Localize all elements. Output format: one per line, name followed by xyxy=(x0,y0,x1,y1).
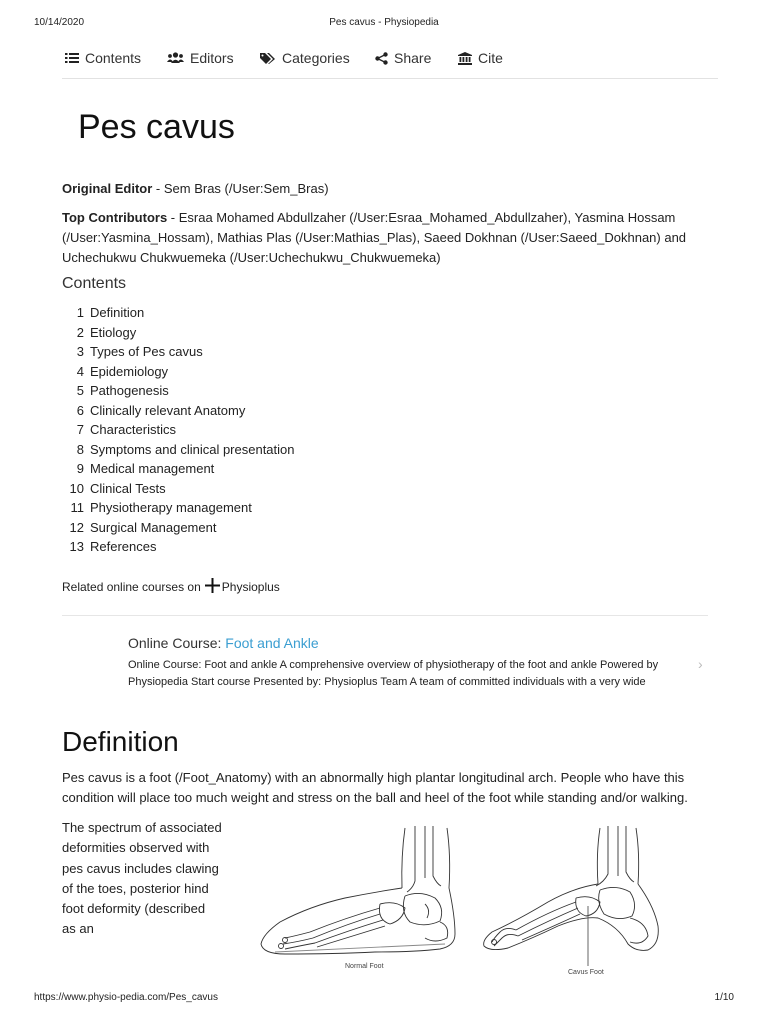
toc-item[interactable] xyxy=(62,440,295,460)
plus-icon xyxy=(205,578,220,596)
share-button[interactable] xyxy=(375,50,431,66)
toc-number: 2 xyxy=(76,324,84,340)
tags-icon xyxy=(260,52,276,65)
toc-item[interactable] xyxy=(62,498,295,518)
print-date: 10/14/2020 xyxy=(34,17,85,28)
toc-number: 11 xyxy=(70,500,84,515)
toc-label: Clinical Tests xyxy=(90,480,166,496)
definition-side-text: The spectrum of associated deformities observed with pes cavus includes clawing of the toes, posterior hind foot deformity (described as an xyxy=(62,820,222,937)
print-title: Pes cavus - Physiopedia xyxy=(329,17,439,28)
editors-label: Editors xyxy=(190,50,234,66)
categories-button[interactable] xyxy=(260,50,350,66)
toc-number: 9 xyxy=(76,461,84,476)
normal-foot-illustration xyxy=(255,826,470,976)
toc-number: 8 xyxy=(76,441,84,457)
editors-button[interactable] xyxy=(167,50,234,66)
table-of-contents xyxy=(62,303,295,557)
course-title-prefix: Online Course: xyxy=(128,635,226,651)
toc-item[interactable] xyxy=(62,420,295,440)
toc-number: 13 xyxy=(69,539,84,554)
cite-label: Cite xyxy=(478,50,503,66)
toc-item[interactable] xyxy=(62,342,295,362)
page-toolbar xyxy=(62,47,718,79)
normal-foot-caption: Normal Foot xyxy=(345,963,384,970)
course-card[interactable] xyxy=(128,635,688,691)
toc-label: Medical management xyxy=(90,461,215,476)
print-url: https://www.physio-pedia.com/Pes_cavus xyxy=(34,992,218,1003)
toc-label: Symptoms and clinical presentation xyxy=(90,441,295,457)
chevron-right-icon[interactable]: › xyxy=(698,656,703,672)
top-contributors xyxy=(62,208,712,268)
page-title: Pes cavus xyxy=(78,108,235,146)
physioplus-link[interactable]: Physioplus xyxy=(221,580,280,594)
original-editor-label: Original Editor xyxy=(62,181,153,196)
toc-label: Definition xyxy=(90,305,145,320)
toc-number: 12 xyxy=(69,519,84,535)
list-icon xyxy=(65,52,79,64)
toc-item[interactable] xyxy=(62,479,295,499)
toc-number: 5 xyxy=(76,383,84,398)
contents-label: Contents xyxy=(85,50,142,66)
related-prefix: Related online courses on xyxy=(62,580,201,594)
related-courses xyxy=(62,578,280,596)
definition-paragraph: Pes cavus is a foot (/Foot_Anatomy) with an abnormally high plantar longitudinal arch. People who have this condition will place too much weight and stress on the ball and heel of the foot while standing and/or walking. xyxy=(62,770,688,805)
divider xyxy=(62,615,708,616)
toc-number: 6 xyxy=(76,402,84,418)
toc-item[interactable] xyxy=(62,323,295,343)
toc-item[interactable] xyxy=(62,362,295,382)
toc-number: 7 xyxy=(76,422,84,437)
toc-number: 10 xyxy=(69,480,84,496)
contents-button[interactable] xyxy=(65,50,141,66)
toc-label: Characteristics xyxy=(90,422,176,437)
toc-label: Pathogenesis xyxy=(90,383,169,398)
toc-item[interactable] xyxy=(62,401,295,421)
section-heading-definition: Definition xyxy=(62,726,179,757)
toc-label: Surgical Management xyxy=(90,519,217,535)
toc-label: Physiotherapy management xyxy=(90,500,252,515)
toc-item[interactable] xyxy=(62,459,295,479)
toc-item[interactable] xyxy=(62,518,295,538)
share-label: Share xyxy=(394,50,432,66)
users-icon xyxy=(167,52,184,64)
toc-number: 1 xyxy=(76,305,84,320)
toc-item[interactable] xyxy=(62,381,295,401)
print-page-number: 1/10 xyxy=(714,992,734,1003)
course-title xyxy=(128,635,688,651)
cite-button[interactable] xyxy=(458,50,503,66)
course-description: Online Course: Foot and ankle A comprehensive overview of physiotherapy of the foot and ankle Powered by Physiopedia Start course Presented by: Physioplus Team A team of committed individuals with a very wide xyxy=(128,659,659,688)
cavus-foot-caption: Cavus Foot xyxy=(568,969,604,976)
toc-label: References xyxy=(90,539,157,554)
categories-label: Categories xyxy=(282,50,350,66)
toc-item[interactable] xyxy=(62,537,295,557)
top-contributors-label: Top Contributors xyxy=(62,210,168,225)
toc-number: 3 xyxy=(76,344,84,359)
top-contributors-text[interactable]: - Esraa Mohamed Abdullzaher (/User:Esraa_Mohamed_Abdullzaher), Yasmina Hossam (/User:Yasmina_Hossam), Mathias Plas (/User:Mathias_Plas), Saeed Dokhnan (/User:Saeed_Dokhnan) and Uchechukwu Chukwuemeka (/User:Uchechukwu_Chukwuemeka) xyxy=(62,210,687,265)
toc-item[interactable] xyxy=(62,303,295,323)
toc-label: Clinically relevant Anatomy xyxy=(90,402,246,418)
share-icon xyxy=(375,52,388,65)
institution-icon xyxy=(458,52,472,65)
course-link[interactable]: Foot and Ankle xyxy=(225,635,319,651)
toc-label: Types of Pes cavus xyxy=(90,344,203,359)
toc-label: Epidemiology xyxy=(90,363,169,379)
cavus-foot-illustration xyxy=(478,826,678,980)
original-editor xyxy=(62,179,712,199)
original-editor-text[interactable]: - Sem Bras (/User:Sem_Bras) xyxy=(152,181,329,196)
toc-title: Contents xyxy=(62,275,127,292)
toc-number: 4 xyxy=(76,363,84,379)
toc-label: Etiology xyxy=(90,324,137,340)
